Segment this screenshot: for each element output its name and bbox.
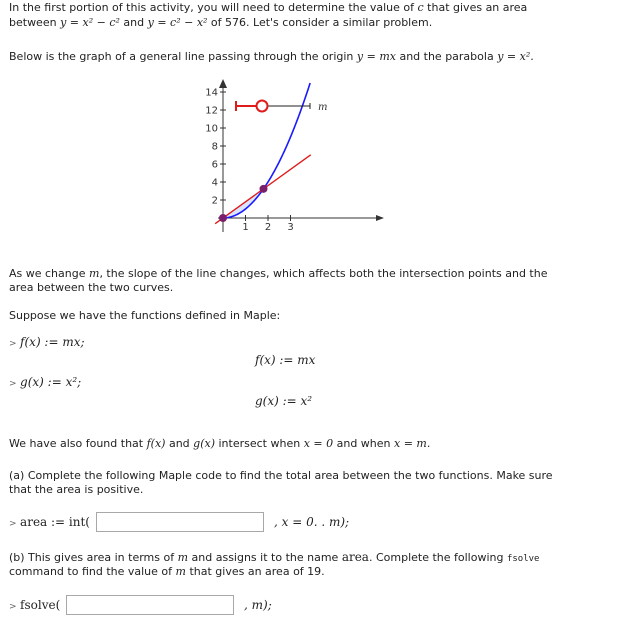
y-tick-label: 2 xyxy=(211,195,218,207)
y-tick-label: 14 xyxy=(205,87,218,99)
part-a-text-2: that the area is positive. xyxy=(9,483,144,496)
maple-g-input: > g(x) := x²; xyxy=(9,375,82,389)
maple-f-output: f(x) := mx xyxy=(255,353,316,367)
intro-line-2: between y = x² − c² and y = c² − x² of 576. Let's consider a similar problem. xyxy=(9,16,433,29)
intro-line-1: In the first portion of this activity, you will need to determine the value of c that gives an area xyxy=(9,1,528,14)
part-a-text-1: (a) Complete the following Maple code to find the total area between the two functions. Make sure xyxy=(9,469,553,482)
intersection-point xyxy=(260,185,268,193)
intersection-point xyxy=(219,214,227,222)
y-tick-label: 6 xyxy=(211,159,218,171)
part-a-code-suffix: , x = 0. . m); xyxy=(274,515,350,529)
graph-intro-text: Below is the graph of a general line passing through the origin y = mx and the parabola y = x². xyxy=(9,50,534,63)
y-tick-label: 12 xyxy=(205,105,218,117)
prompt-icon: > xyxy=(9,339,17,349)
area-integrand-input[interactable] xyxy=(96,512,264,532)
x-tick-label: 3 xyxy=(287,222,294,233)
prompt-icon: > xyxy=(9,379,17,389)
part-b-text-2: command to find the value of m that gives an area of 19. xyxy=(9,565,325,578)
part-b-code-prefix: > fsolve( xyxy=(9,598,61,612)
y-tick-label: 10 xyxy=(205,123,218,135)
x-tick-label: 2 xyxy=(264,222,272,233)
function-graph xyxy=(190,72,390,244)
change-text-line-1: As we change m, the slope of the line changes, which affects both the intersection points and the xyxy=(9,267,548,280)
maple-intro: Suppose we have the functions defined in Maple: xyxy=(9,309,281,322)
y-tick-label: 8 xyxy=(211,141,218,153)
slider-label: m xyxy=(318,102,328,113)
intersect-text: We have also found that f(x) and g(x) intersect when x = 0 and when x = m. xyxy=(9,437,431,450)
part-b-code-suffix: , m); xyxy=(244,598,272,612)
maple-f-input: > f(x) := mx; xyxy=(9,335,85,349)
fsolve-equation-input[interactable] xyxy=(66,595,234,615)
x-tick-label: 1 xyxy=(242,222,249,233)
part-b-text-1: (b) This gives area in terms of m and assigns it to the name area. Complete the following fsolve xyxy=(9,550,540,564)
y-tick-label: 4 xyxy=(211,177,218,189)
prompt-icon: > xyxy=(9,602,17,612)
part-a-code-prefix: > area := int( xyxy=(9,515,90,529)
slider-handle[interactable] xyxy=(257,101,268,112)
prompt-icon: > xyxy=(9,519,17,529)
maple-g-output: g(x) := x² xyxy=(255,394,313,408)
change-text-line-2: area between the two curves. xyxy=(9,281,174,294)
